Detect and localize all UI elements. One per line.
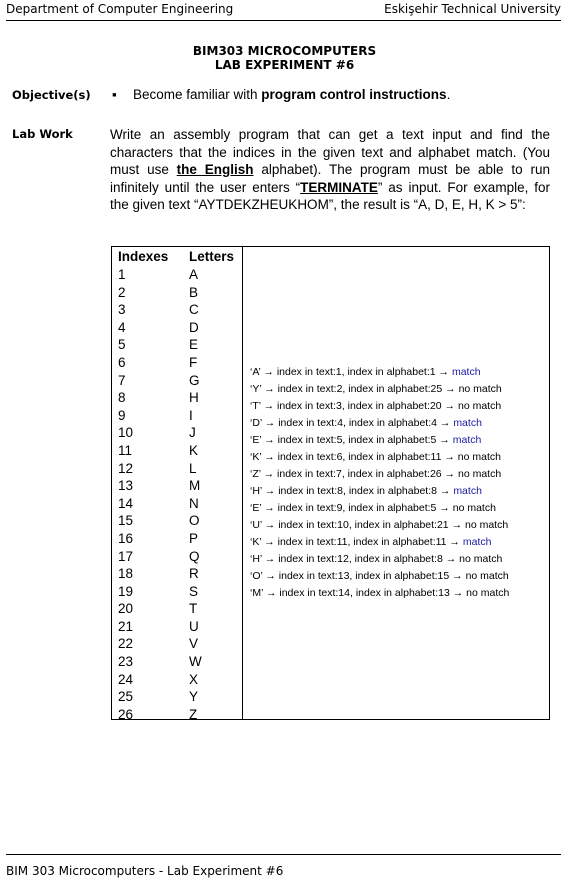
- footer-divider: [6, 854, 561, 855]
- match-line: [250, 483, 509, 500]
- index-cell: 8: [118, 390, 126, 406]
- index-cell: 6: [118, 354, 126, 370]
- index-cell: 13: [118, 478, 134, 494]
- match-result: no match: [464, 519, 509, 531]
- index-cell: 10: [118, 425, 134, 441]
- index-cell: 18: [118, 566, 134, 582]
- letter-cell: K: [189, 442, 199, 458]
- index-cell: 2: [118, 284, 126, 300]
- letter-cell: L: [189, 460, 197, 476]
- match-description: ‘H’ → index in text:12, index in alphabet:8 →: [250, 553, 460, 565]
- index-cell: 4: [118, 319, 126, 335]
- match-result: match: [452, 434, 482, 446]
- letter-cell: Q: [189, 548, 200, 564]
- index-cell: 20: [118, 601, 134, 617]
- letter-cell: F: [189, 354, 198, 370]
- match-description: ‘A’ → index in text:1, index in alphabet:1 →: [250, 366, 452, 378]
- letter-cell: U: [189, 618, 199, 634]
- match-result: match: [451, 366, 481, 378]
- match-description: ‘M’ → index in text:14, index in alphabet:13 →: [250, 587, 467, 599]
- letter-cell: T: [189, 601, 198, 617]
- match-result: no match: [452, 502, 496, 514]
- letter-cell: Y: [189, 689, 199, 705]
- document-subtitle: LAB EXPERIMENT #6: [214, 58, 355, 72]
- objective-label: Objective(s): [12, 88, 91, 102]
- letter-cell: R: [189, 566, 199, 582]
- letters-column: [189, 248, 234, 723]
- index-cell: 17: [118, 548, 134, 564]
- match-description: ‘Y’ → index in text:2, index in alphabet:25 →: [250, 383, 459, 395]
- match-description: ‘O’ → index in text:13, index in alphabet:15 →: [250, 570, 466, 582]
- match-result: no match: [466, 587, 510, 599]
- letter-cell: X: [189, 671, 199, 687]
- index-cell: 1: [118, 267, 126, 282]
- match-line: [250, 398, 509, 415]
- letter-cell: C: [189, 302, 199, 318]
- lab-work-description: Write an assembly program that can get a text input and find the characters that the indices in the given text and alphabet match. (You must use the English alphabet). The program must be able to run infinitely until the user enters “TERMINATE” as input. For example, for the given text “AYTDEKZHEUKHOM”, the result is “A, D, E, H, K > 5”:: [110, 127, 550, 212]
- match-line: [250, 551, 509, 568]
- document-title: BIM303 MICROCOMPUTERS: [192, 44, 377, 58]
- match-result: no match: [458, 383, 502, 395]
- match-line: [250, 449, 509, 466]
- letter-cell: Z: [189, 706, 198, 722]
- bullet-icon: ▪: [112, 87, 117, 102]
- match-result: no match: [457, 468, 502, 480]
- letter-cell: E: [189, 337, 199, 353]
- page-footer: BIM 303 Microcomputers - Lab Experiment #6: [6, 864, 284, 878]
- letter-cell: H: [189, 390, 199, 406]
- letter-cell: G: [189, 372, 200, 388]
- match-line: [250, 381, 509, 398]
- letter-cell: J: [189, 425, 196, 441]
- match-description: ‘T’ → index in text:3, index in alphabet:20 →: [250, 400, 458, 412]
- match-result: no match: [457, 400, 502, 412]
- emphasis-english: the English: [176, 162, 254, 177]
- index-cell: 25: [118, 689, 134, 705]
- match-description: ‘E’ → index in text:5, index in alphabet:5 →: [250, 434, 453, 446]
- match-result: no match: [465, 570, 509, 582]
- index-cell: 26: [118, 706, 134, 722]
- index-cell: 11: [118, 442, 133, 458]
- match-result: match: [453, 485, 482, 497]
- match-description: ‘Z’ → index in text:7, index in alphabet:26 →: [250, 468, 458, 480]
- letter-cell: S: [189, 583, 199, 599]
- match-description: ‘D’ → index in text:4, index in alphabet:4 →: [250, 417, 454, 429]
- match-result: match: [453, 417, 482, 429]
- match-line: [250, 432, 509, 449]
- match-description: ‘K’ → index in text:6, index in alphabet:11 →: [250, 451, 458, 463]
- index-cell: 24: [118, 671, 134, 687]
- letter-cell: A: [189, 267, 199, 282]
- match-line: [250, 500, 509, 517]
- table-divider: [242, 246, 243, 720]
- match-result: no match: [459, 553, 503, 565]
- letter-cell: N: [189, 495, 199, 511]
- index-cell: 7: [118, 372, 126, 388]
- match-result: match: [462, 536, 492, 548]
- match-line: [250, 568, 509, 585]
- match-line: [250, 585, 509, 602]
- letter-cell: M: [189, 478, 201, 494]
- letter-cell: V: [189, 636, 199, 652]
- indexes-header: Indexes: [118, 249, 169, 264]
- match-description: ‘K’ → index in text:11, index in alphabet:11 →: [250, 536, 463, 548]
- match-result: no match: [457, 451, 501, 463]
- match-description: ‘E’ → index in text:9, index in alphabet:5 →: [250, 502, 453, 514]
- index-cell: 14: [118, 495, 134, 511]
- match-results: [250, 364, 509, 602]
- letter-cell: O: [189, 513, 200, 529]
- letter-cell: W: [189, 654, 202, 670]
- letter-cell: P: [189, 530, 199, 546]
- match-description: ‘U’ → index in text:10, index in alphabet:21 →: [250, 519, 465, 531]
- match-line: [250, 364, 509, 381]
- lab-work-label: Lab Work: [12, 127, 73, 141]
- match-line: [250, 534, 509, 551]
- letter-cell: B: [189, 284, 199, 300]
- match-line: [250, 517, 509, 534]
- letter-cell: D: [189, 319, 199, 335]
- indexes-column: [118, 248, 168, 723]
- header-divider: [6, 20, 561, 21]
- index-cell: 3: [118, 302, 126, 318]
- index-cell: 23: [118, 654, 134, 670]
- objective-text: Become familiar with program control instructions.: [133, 87, 451, 102]
- match-line: [250, 415, 509, 432]
- header-university: Eskişehir Technical University: [384, 2, 561, 16]
- match-description: ‘H’ → index in text:8, index in alphabet:8 →: [250, 485, 454, 497]
- index-cell: 16: [118, 530, 134, 546]
- index-cell: 22: [118, 636, 134, 652]
- index-cell: 12: [118, 460, 134, 476]
- match-line: [250, 466, 509, 483]
- letters-header: Letters: [189, 249, 235, 264]
- page-header: [6, 2, 561, 20]
- index-cell: 19: [118, 583, 134, 599]
- emphasis-terminate: TERMINATE: [300, 179, 378, 195]
- letter-cell: I: [189, 407, 193, 423]
- index-cell: 5: [118, 337, 126, 353]
- index-cell: 21: [118, 618, 134, 634]
- index-cell: 15: [118, 513, 134, 529]
- index-cell: 9: [118, 407, 126, 423]
- header-department: Department of Computer Engineering: [6, 2, 234, 16]
